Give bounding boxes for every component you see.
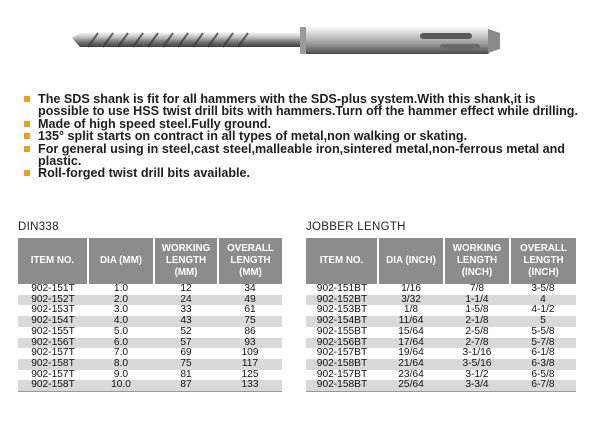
bullet-icon [24, 170, 30, 176]
table-cell: 43 [154, 316, 218, 327]
table-cell: 3/32 [378, 295, 444, 306]
table-cell: 1/8 [378, 305, 444, 316]
jobber-table [306, 238, 576, 392]
table-cell: 69 [154, 348, 218, 359]
table-cell: 902-151BT [306, 284, 378, 295]
table-cell: 902-156BT [306, 338, 378, 349]
table-cell: 11/64 [378, 316, 444, 327]
table-cell: 3-5/8 [510, 284, 576, 295]
table-cell: 24 [154, 295, 218, 306]
table-cell: 23/64 [378, 370, 444, 381]
bullet-icon [24, 133, 30, 139]
table-cell: 902-158BT [306, 380, 378, 391]
table-cell: 2.0 [88, 295, 154, 306]
table-cell: 7/8 [444, 284, 510, 295]
table-cell: 902-158T [18, 359, 88, 370]
table-cell: 49 [218, 295, 282, 306]
table-cell: 10.0 [88, 380, 154, 391]
table-cell: 15/64 [378, 327, 444, 338]
table-cell: 2-1/8 [444, 316, 510, 327]
table-cell: 1/16 [378, 284, 444, 295]
bullet-icon [24, 121, 30, 127]
column-header-overall-length: OVERALL LENGTH (MM) [218, 238, 282, 284]
column-header-dia: DIA (INCH) [378, 238, 444, 284]
column-header-working-length: WORKING LENGTH (INCH) [444, 238, 510, 284]
table-cell: 902-151T [18, 284, 88, 295]
drill-shank [300, 27, 500, 54]
table-cell: 4.0 [88, 316, 154, 327]
table-cell: 2-5/8 [444, 327, 510, 338]
sds-drill-bit-image [0, 0, 590, 85]
table-cell: 33 [154, 305, 218, 316]
table-cell: 6-3/8 [510, 359, 576, 370]
table-cell: 3-3/4 [444, 380, 510, 391]
table-cell: 9.0 [88, 370, 154, 381]
table-cell: 902-157BT [306, 370, 378, 381]
table-cell: 52 [154, 327, 218, 338]
table-cell: 902-158T [18, 380, 88, 391]
feature-item: Roll-forged twist drill bits available. [24, 167, 584, 179]
table-cell: 902-154T [18, 316, 88, 327]
feature-list [24, 93, 584, 180]
table-cell: 1-5/8 [444, 305, 510, 316]
table-header-row [306, 238, 576, 284]
table-cell: 902-154BT [306, 316, 378, 327]
column-header-item-no: ITEM NO. [306, 238, 378, 284]
table-cell: 6-5/8 [510, 370, 576, 381]
table-cell: 6-1/8 [510, 348, 576, 359]
table-cell: 902-155T [18, 327, 88, 338]
feature-item: The SDS shank is fit for all hammers with the SDS-plus system.With this shank,it is possible to use HSS twist drill bits with hammers.Turn off the hammer effect while drilling. [24, 93, 584, 118]
table-cell: 19/64 [378, 348, 444, 359]
table-cell: 4 [510, 295, 576, 306]
table-cell: 1.0 [88, 284, 154, 295]
table-row [306, 380, 576, 391]
table-cell: 5-7/8 [510, 338, 576, 349]
table-cell: 12 [154, 284, 218, 295]
table-cell: 2-7/8 [444, 338, 510, 349]
table-cell: 902-153T [18, 305, 88, 316]
table-cell: 8.0 [88, 359, 154, 370]
table-cell: 902-157BT [306, 348, 378, 359]
table-cell: 1-1/4 [444, 295, 510, 306]
table-cell: 117 [218, 359, 282, 370]
table-cell: 17/64 [378, 338, 444, 349]
feature-item: 135° split starts on contract in all types of metal,non walking or skating. [24, 130, 584, 142]
bullet-icon [24, 96, 30, 102]
table-row [306, 327, 576, 338]
din338-title: DIN338 [18, 221, 59, 233]
table-cell: 902-158BT [306, 359, 378, 370]
table-row [18, 380, 282, 391]
table-cell: 25/64 [378, 380, 444, 391]
table-cell: 75 [154, 359, 218, 370]
column-header-item-no: ITEM NO. [18, 238, 88, 284]
table-cell: 133 [218, 380, 282, 391]
table-cell: 93 [218, 338, 282, 349]
table-cell: 902-157T [18, 348, 88, 359]
table-cell: 87 [154, 380, 218, 391]
table-cell: 6-7/8 [510, 380, 576, 391]
table-cell: 7.0 [88, 348, 154, 359]
table-cell: 34 [218, 284, 282, 295]
table-cell: 902-152T [18, 295, 88, 306]
table-cell: 5.0 [88, 327, 154, 338]
table-cell: 81 [154, 370, 218, 381]
table-header-row [18, 238, 282, 284]
column-header-overall-length: OVERALL LENGTH (INCH) [510, 238, 576, 284]
table-cell: 5-5/8 [510, 327, 576, 338]
table-cell: 6.0 [88, 338, 154, 349]
feature-item: Made of high speed steel.Fully ground. [24, 118, 584, 130]
drill-flute [72, 33, 305, 47]
jobber-title: JOBBER LENGTH [306, 221, 406, 233]
table-cell: 902-152BT [306, 295, 378, 306]
column-header-working-length: WORKING LENGTH (MM) [154, 238, 218, 284]
bullet-icon [24, 146, 30, 152]
column-header-dia: DIA (MM) [88, 238, 154, 284]
table-cell: 21/64 [378, 359, 444, 370]
table-cell: 3-1/2 [444, 370, 510, 381]
table-cell: 3-1/16 [444, 348, 510, 359]
table-cell: 125 [218, 370, 282, 381]
table-cell: 75 [218, 316, 282, 327]
table-cell: 109 [218, 348, 282, 359]
table-cell: 57 [154, 338, 218, 349]
table-cell: 902-157T [18, 370, 88, 381]
table-cell: 3.0 [88, 305, 154, 316]
table-cell: 902-156T [18, 338, 88, 349]
table-cell: 3-5/16 [444, 359, 510, 370]
table-cell: 902-153BT [306, 305, 378, 316]
table-cell: 4-1/2 [510, 305, 576, 316]
table-row [18, 327, 282, 338]
table-cell: 5 [510, 316, 576, 327]
table-cell: 61 [218, 305, 282, 316]
din338-table [18, 238, 282, 392]
table-cell: 902-155BT [306, 327, 378, 338]
table-cell: 86 [218, 327, 282, 338]
feature-item: For general using in steel,cast steel,malleable iron,sintered metal,non-ferrous metal and plastic. [24, 143, 584, 168]
